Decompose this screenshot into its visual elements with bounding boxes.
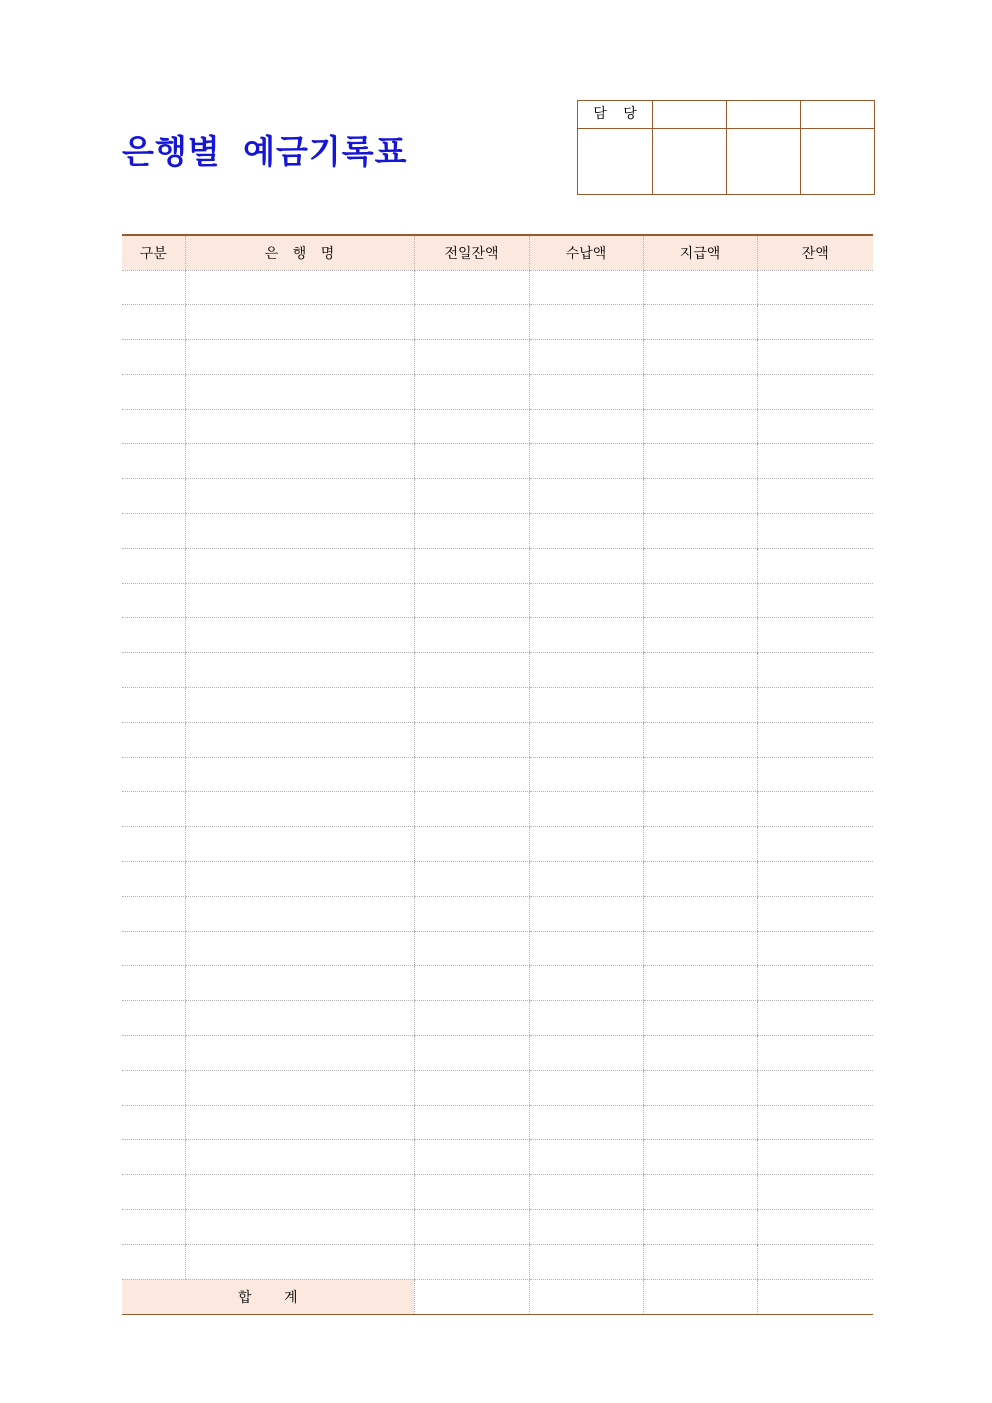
prev-balance-cell[interactable] <box>414 444 529 479</box>
prev-balance-cell[interactable] <box>414 1105 529 1140</box>
withdrawal-cell[interactable] <box>643 722 757 757</box>
category-cell[interactable] <box>122 618 185 653</box>
balance-cell[interactable] <box>757 618 873 653</box>
category-cell[interactable] <box>122 1140 185 1175</box>
balance-cell[interactable] <box>757 757 873 792</box>
table-row <box>122 792 873 827</box>
withdrawal-cell[interactable] <box>643 1001 757 1036</box>
balance-cell[interactable] <box>757 1105 873 1140</box>
category-cell[interactable] <box>122 792 185 827</box>
approval-label: 담 당 <box>593 106 637 122</box>
balance-cell[interactable] <box>757 966 873 1001</box>
approval-column-divider <box>800 101 801 194</box>
deposit-cell[interactable] <box>529 1175 643 1210</box>
category-cell[interactable] <box>122 374 185 409</box>
balance-cell[interactable] <box>757 583 873 618</box>
category-cell[interactable] <box>122 896 185 931</box>
table-row <box>122 653 873 688</box>
table-header-row <box>122 235 873 270</box>
category-cell[interactable] <box>122 340 185 375</box>
bank-name-cell[interactable] <box>185 444 414 479</box>
balance-cell[interactable] <box>757 340 873 375</box>
approval-box <box>577 100 875 195</box>
bank-name-cell[interactable] <box>185 1210 414 1245</box>
balance-cell[interactable] <box>757 722 873 757</box>
balance-cell[interactable] <box>757 653 873 688</box>
bank-name-cell[interactable] <box>185 340 414 375</box>
withdrawal-cell[interactable] <box>643 1105 757 1140</box>
table-row <box>122 1070 873 1105</box>
total-prev-balance-cell[interactable] <box>414 1279 529 1314</box>
category-cell[interactable] <box>122 479 185 514</box>
deposit-cell[interactable] <box>529 1070 643 1105</box>
category-cell[interactable] <box>122 409 185 444</box>
category-cell[interactable] <box>122 688 185 723</box>
header-category: 구분 <box>122 235 185 270</box>
category-cell[interactable] <box>122 270 185 305</box>
category-cell[interactable] <box>122 548 185 583</box>
bank-name-cell[interactable] <box>185 374 414 409</box>
bank-name-cell[interactable] <box>185 1070 414 1105</box>
withdrawal-cell[interactable] <box>643 548 757 583</box>
balance-cell[interactable] <box>757 931 873 966</box>
withdrawal-cell[interactable] <box>643 374 757 409</box>
prev-balance-cell[interactable] <box>414 374 529 409</box>
deposit-cell[interactable] <box>529 514 643 549</box>
deposit-cell[interactable] <box>529 827 643 862</box>
withdrawal-cell[interactable] <box>643 1140 757 1175</box>
balance-cell[interactable] <box>757 1036 873 1071</box>
total-row <box>122 1279 873 1314</box>
deposit-ledger-table <box>122 234 873 1315</box>
prev-balance-cell[interactable] <box>414 931 529 966</box>
deposit-cell[interactable] <box>529 270 643 305</box>
prev-balance-cell[interactable] <box>414 1001 529 1036</box>
table-row <box>122 722 873 757</box>
page-title: 은행별 예금기록표 <box>122 132 408 171</box>
deposit-cell[interactable] <box>529 479 643 514</box>
deposit-cell[interactable] <box>529 618 643 653</box>
header-prev-balance: 전일잔액 <box>414 235 529 270</box>
prev-balance-cell[interactable] <box>414 1070 529 1105</box>
table-row <box>122 1140 873 1175</box>
category-cell[interactable] <box>122 1244 185 1279</box>
withdrawal-cell[interactable] <box>643 583 757 618</box>
deposit-cell[interactable] <box>529 548 643 583</box>
prev-balance-cell[interactable] <box>414 514 529 549</box>
prev-balance-cell[interactable] <box>414 1210 529 1245</box>
deposit-cell[interactable] <box>529 896 643 931</box>
category-cell[interactable] <box>122 1210 185 1245</box>
deposit-cell[interactable] <box>529 305 643 340</box>
table-row <box>122 479 873 514</box>
category-cell[interactable] <box>122 827 185 862</box>
withdrawal-cell[interactable] <box>643 1036 757 1071</box>
withdrawal-cell[interactable] <box>643 966 757 1001</box>
deposit-cell[interactable] <box>529 444 643 479</box>
balance-cell[interactable] <box>757 374 873 409</box>
withdrawal-cell[interactable] <box>643 270 757 305</box>
bank-name-cell[interactable] <box>185 653 414 688</box>
bank-name-cell[interactable] <box>185 618 414 653</box>
withdrawal-cell[interactable] <box>643 618 757 653</box>
category-cell[interactable] <box>122 862 185 897</box>
bank-name-cell[interactable] <box>185 270 414 305</box>
table-row <box>122 270 873 305</box>
table-row <box>122 896 873 931</box>
prev-balance-cell[interactable] <box>414 722 529 757</box>
prev-balance-cell[interactable] <box>414 340 529 375</box>
table-row <box>122 1001 873 1036</box>
prev-balance-cell[interactable] <box>414 1244 529 1279</box>
category-cell[interactable] <box>122 722 185 757</box>
bank-name-cell[interactable] <box>185 1036 414 1071</box>
balance-cell[interactable] <box>757 270 873 305</box>
table-row <box>122 1244 873 1279</box>
deposit-cell[interactable] <box>529 1210 643 1245</box>
prev-balance-cell[interactable] <box>414 688 529 723</box>
balance-cell[interactable] <box>757 305 873 340</box>
bank-name-cell[interactable] <box>185 1244 414 1279</box>
prev-balance-cell[interactable] <box>414 583 529 618</box>
withdrawal-cell[interactable] <box>643 409 757 444</box>
deposit-cell[interactable] <box>529 374 643 409</box>
bank-name-cell[interactable] <box>185 792 414 827</box>
total-deposit-cell[interactable] <box>529 1279 643 1314</box>
category-cell[interactable] <box>122 1175 185 1210</box>
withdrawal-cell[interactable] <box>643 340 757 375</box>
withdrawal-cell[interactable] <box>643 931 757 966</box>
balance-cell[interactable] <box>757 409 873 444</box>
deposit-cell[interactable] <box>529 409 643 444</box>
header-bank-name: 은 행 명 <box>185 235 414 270</box>
category-cell[interactable] <box>122 1105 185 1140</box>
deposit-cell[interactable] <box>529 966 643 1001</box>
withdrawal-cell[interactable] <box>643 827 757 862</box>
bank-name-cell[interactable] <box>185 1175 414 1210</box>
deposit-cell[interactable] <box>529 653 643 688</box>
category-cell[interactable] <box>122 444 185 479</box>
total-balance-cell[interactable] <box>757 1279 873 1314</box>
balance-cell[interactable] <box>757 1001 873 1036</box>
approval-column-divider <box>726 101 727 194</box>
header-balance: 잔액 <box>757 235 873 270</box>
deposit-cell[interactable] <box>529 1001 643 1036</box>
bank-name-cell[interactable] <box>185 827 414 862</box>
bank-name-cell[interactable] <box>185 931 414 966</box>
header-deposit: 수납액 <box>529 235 643 270</box>
withdrawal-cell[interactable] <box>643 792 757 827</box>
table-row <box>122 1036 873 1071</box>
category-cell[interactable] <box>122 966 185 1001</box>
prev-balance-cell[interactable] <box>414 1036 529 1071</box>
table-row <box>122 688 873 723</box>
category-cell[interactable] <box>122 757 185 792</box>
bank-name-cell[interactable] <box>185 1140 414 1175</box>
total-label: 합 계 <box>122 1279 414 1314</box>
bank-name-cell[interactable] <box>185 896 414 931</box>
table-row <box>122 757 873 792</box>
prev-balance-cell[interactable] <box>414 827 529 862</box>
prev-balance-cell[interactable] <box>414 653 529 688</box>
deposit-cell[interactable] <box>529 1036 643 1071</box>
withdrawal-cell[interactable] <box>643 444 757 479</box>
prev-balance-cell[interactable] <box>414 1140 529 1175</box>
withdrawal-cell[interactable] <box>643 688 757 723</box>
deposit-cell[interactable] <box>529 1105 643 1140</box>
prev-balance-cell[interactable] <box>414 1175 529 1210</box>
balance-cell[interactable] <box>757 1140 873 1175</box>
table-row <box>122 583 873 618</box>
withdrawal-cell[interactable] <box>643 1175 757 1210</box>
withdrawal-cell[interactable] <box>643 1070 757 1105</box>
balance-cell[interactable] <box>757 1244 873 1279</box>
withdrawal-cell[interactable] <box>643 653 757 688</box>
prev-balance-cell[interactable] <box>414 618 529 653</box>
bank-name-cell[interactable] <box>185 548 414 583</box>
deposit-cell[interactable] <box>529 688 643 723</box>
table-row <box>122 444 873 479</box>
withdrawal-cell[interactable] <box>643 1210 757 1245</box>
prev-balance-cell[interactable] <box>414 966 529 1001</box>
balance-cell[interactable] <box>757 862 873 897</box>
balance-cell[interactable] <box>757 688 873 723</box>
table-row <box>122 931 873 966</box>
balance-cell[interactable] <box>757 1210 873 1245</box>
withdrawal-cell[interactable] <box>643 305 757 340</box>
category-cell[interactable] <box>122 931 185 966</box>
table-row <box>122 827 873 862</box>
table-row <box>122 1210 873 1245</box>
balance-cell[interactable] <box>757 1070 873 1105</box>
bank-name-cell[interactable] <box>185 479 414 514</box>
deposit-cell[interactable] <box>529 1244 643 1279</box>
table-row <box>122 966 873 1001</box>
withdrawal-cell[interactable] <box>643 479 757 514</box>
withdrawal-cell[interactable] <box>643 1244 757 1279</box>
bank-name-cell[interactable] <box>185 757 414 792</box>
deposit-cell[interactable] <box>529 1140 643 1175</box>
prev-balance-cell[interactable] <box>414 548 529 583</box>
balance-cell[interactable] <box>757 827 873 862</box>
prev-balance-cell[interactable] <box>414 479 529 514</box>
category-cell[interactable] <box>122 514 185 549</box>
bank-name-cell[interactable] <box>185 583 414 618</box>
bank-name-cell[interactable] <box>185 722 414 757</box>
bank-name-cell[interactable] <box>185 688 414 723</box>
table-row <box>122 618 873 653</box>
deposit-cell[interactable] <box>529 340 643 375</box>
table-row <box>122 514 873 549</box>
prev-balance-cell[interactable] <box>414 792 529 827</box>
bank-name-cell[interactable] <box>185 514 414 549</box>
table-row <box>122 862 873 897</box>
deposit-cell[interactable] <box>529 862 643 897</box>
balance-cell[interactable] <box>757 1175 873 1210</box>
approval-column-divider <box>652 101 653 194</box>
withdrawal-cell[interactable] <box>643 514 757 549</box>
prev-balance-cell[interactable] <box>414 305 529 340</box>
category-cell[interactable] <box>122 653 185 688</box>
category-cell[interactable] <box>122 583 185 618</box>
bank-name-cell[interactable] <box>185 305 414 340</box>
table-row <box>122 409 873 444</box>
withdrawal-cell[interactable] <box>643 896 757 931</box>
total-withdrawal-cell[interactable] <box>643 1279 757 1314</box>
deposit-cell[interactable] <box>529 583 643 618</box>
table-body <box>122 270 873 1279</box>
bank-name-cell[interactable] <box>185 1105 414 1140</box>
balance-cell[interactable] <box>757 514 873 549</box>
category-cell[interactable] <box>122 305 185 340</box>
category-cell[interactable] <box>122 1036 185 1071</box>
table-row <box>122 305 873 340</box>
deposit-cell[interactable] <box>529 931 643 966</box>
prev-balance-cell[interactable] <box>414 757 529 792</box>
category-cell[interactable] <box>122 1070 185 1105</box>
balance-cell[interactable] <box>757 479 873 514</box>
prev-balance-cell[interactable] <box>414 409 529 444</box>
prev-balance-cell[interactable] <box>414 896 529 931</box>
deposit-cell[interactable] <box>529 722 643 757</box>
header-withdrawal: 지급액 <box>643 235 757 270</box>
bank-name-cell[interactable] <box>185 1001 414 1036</box>
balance-cell[interactable] <box>757 896 873 931</box>
table-row <box>122 548 873 583</box>
bank-name-cell[interactable] <box>185 966 414 1001</box>
prev-balance-cell[interactable] <box>414 270 529 305</box>
table-row <box>122 1175 873 1210</box>
balance-cell[interactable] <box>757 792 873 827</box>
prev-balance-cell[interactable] <box>414 862 529 897</box>
deposit-cell[interactable] <box>529 757 643 792</box>
category-cell[interactable] <box>122 1001 185 1036</box>
bank-name-cell[interactable] <box>185 409 414 444</box>
bank-name-cell[interactable] <box>185 862 414 897</box>
table-row <box>122 340 873 375</box>
table-row <box>122 1105 873 1140</box>
table-row <box>122 374 873 409</box>
balance-cell[interactable] <box>757 444 873 479</box>
withdrawal-cell[interactable] <box>643 757 757 792</box>
deposit-cell[interactable] <box>529 792 643 827</box>
balance-cell[interactable] <box>757 548 873 583</box>
withdrawal-cell[interactable] <box>643 862 757 897</box>
